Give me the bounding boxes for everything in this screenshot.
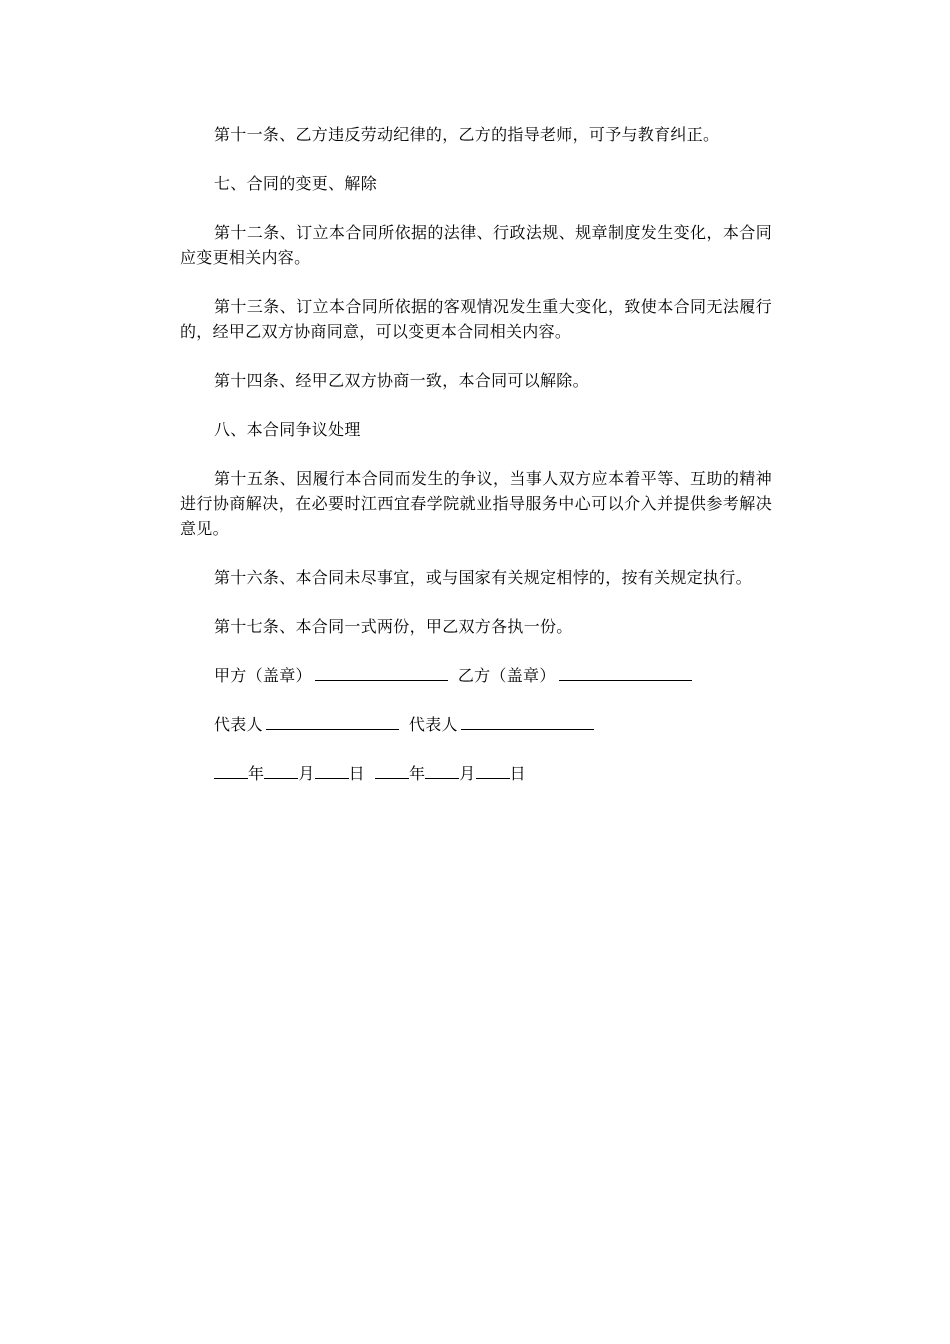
clause-12: 第十二条、订立本合同所依据的法律、行政法规、规章制度发生变化，本合同应变更相关内容。 [180, 223, 772, 267]
section-heading-7: 七、合同的变更、解除 [214, 174, 378, 193]
party-a-seal-label: 甲方（盖章） [214, 666, 312, 685]
party-b-rep-label: 代表人 [408, 715, 458, 734]
party-b-day-blank [476, 763, 510, 779]
party-b-rep-blank [461, 714, 594, 730]
party-a-rep-label: 代表人 [214, 715, 263, 734]
clause-16: 第十六条、本合同未尽事宜，或与国家有关规定相悖的，按有关规定执行。 [214, 568, 752, 587]
seal-line [180, 663, 772, 688]
clause-17: 第十七条、本合同一式两份，甲乙双方各执一份。 [214, 617, 573, 636]
clause-13: 第十三条、订立本合同所依据的客观情况发生重大变化，致使本合同无法履行的，经甲乙双方协商同意，可以变更本合同相关内容。 [180, 297, 772, 341]
section-heading-8: 八、本合同争议处理 [214, 420, 361, 439]
party-a-day-blank [315, 763, 349, 779]
clause-15: 第十五条、因履行本合同而发生的争议，当事人双方应本着平等、互助的精神进行协商解决，在必要时江西宜春学院就业指导服务中心可以介入并提供参考解决意见。 [180, 469, 772, 538]
clause-11: 第十一条、乙方违反劳动纪律的，乙方的指导老师，可予与教育纠正。 [214, 125, 720, 144]
party-a-seal-blank [315, 665, 448, 681]
date-line [180, 761, 772, 786]
party-a-day-label: 日 [348, 764, 365, 783]
party-b-day-label: 日 [509, 764, 526, 783]
party-b-year-label: 年 [408, 764, 426, 783]
party-b-month-label: 月 [459, 764, 476, 783]
party-a-year-blank [214, 763, 248, 779]
party-a-year-label: 年 [248, 764, 265, 783]
document-body [180, 122, 772, 810]
party-a-rep-blank [266, 714, 399, 730]
party-a-month-label: 月 [298, 764, 315, 783]
party-b-year-blank [375, 763, 409, 779]
clause-14: 第十四条、经甲乙双方协商一致，本合同可以解除。 [214, 371, 589, 390]
party-b-seal-blank [559, 665, 692, 681]
representative-line [180, 712, 772, 737]
party-a-month-blank [264, 763, 298, 779]
party-b-month-blank [425, 763, 459, 779]
party-b-seal-label: 乙方（盖章） [457, 666, 556, 685]
